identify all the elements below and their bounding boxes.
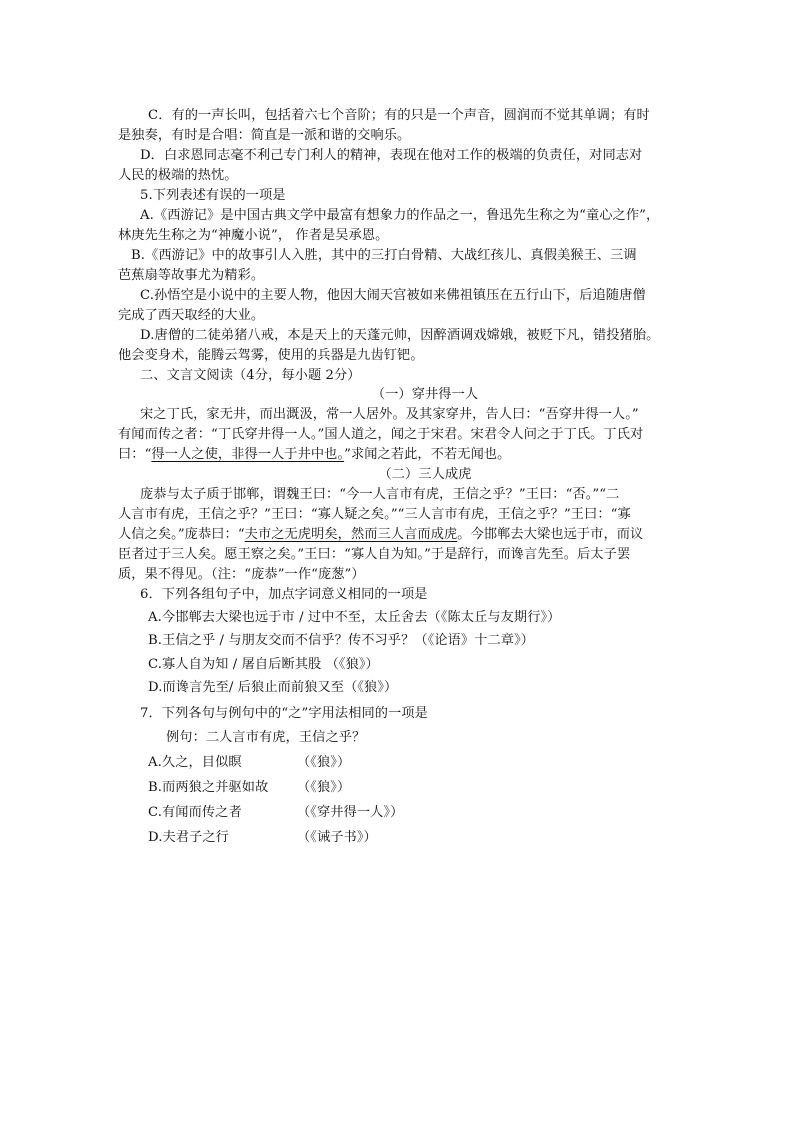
q7-option-d: D.夫君子之行 (148, 830, 229, 845)
q7-option-a: A.久之，目似瞑 (148, 755, 242, 770)
passage2-line1: 庞恭与太子质于邯郸，谓魏王曰：“今一人言市有虎，王信之乎？”王曰：“否。”“二 (140, 487, 620, 502)
q5-option-b-line1: B.《西游记》中的故事引人入胜，其中的三打白骨精、大战红孩儿、真假美猴王、三调 (131, 248, 637, 263)
q6-stem: 6．下列各组句子中，加点字词意义相同的一项是 (140, 587, 428, 602)
passage2-line3 (118, 525, 643, 545)
q5-option-d-line1: D.唐僧的二徒弟猪八戒，本是天上的天蓬元帅，因醉酒调戏嫦娥，被贬下凡，错投猪胎。 (140, 328, 660, 343)
q5-stem: 5.下列表述有误的一项是 (140, 188, 286, 203)
passage1-line2: 有闻而传之者：“丁氏穿井得一人。”国人道之，闻之于宋君。宋君令人问之于丁氏。丁氏对 (118, 427, 644, 442)
q7-option-c: C.有闻而传之者 (148, 805, 242, 820)
q5-option-d-line2: 他会变身术，能腾云驾雾，使用的兵器是九齿钉钯。 (118, 348, 424, 363)
passage2-line5: 质，果不得见。（注：“庞恭”一作“庞葱”） (118, 567, 365, 582)
passage1-line3-suffix: ”求闻之若此，不若无闻也。 (344, 447, 511, 462)
section2-heading: 二、文言文阅读（4分，每小题 2分） (140, 368, 361, 383)
q4-option-c-line1: C．有的一声长叫，包括着六七个音阶；有的只是一个声音，圆润而不觉其单调；有时 (148, 108, 650, 123)
q6-option-a: A.今邯郸去大梁也远于市 / 过中不至，太丘舍去（《陈太丘与友期行》） (148, 610, 561, 625)
passage2-line3-prefix: 人信之矣。”庞恭曰：“ (118, 527, 245, 542)
q6-option-d: D.而谗言先至/ 后狼止而前狼又至（《狼》） (148, 680, 398, 695)
q7-option-d-source: （《诫子书》） (297, 830, 377, 845)
passage1-line3 (118, 445, 510, 465)
q5-option-c-line1: C.孙悟空是小说中的主要人物，他因大闹天宫被如来佛祖镇压在五行山下，后追随唐僧 (140, 288, 646, 303)
q5-option-a-line2: 林庚先生称之为“神魔小说”， 作者是吴承恩。 (118, 228, 389, 243)
q7-option-b: B.而两狼之并驱如故 (148, 780, 269, 795)
q5-option-b-line2: 芭蕉扇等故事尤为精彩。 (118, 268, 265, 283)
passage1-title: （一）穿井得一人 (371, 387, 479, 402)
q7-example: 例句：二人言市有虎，王信之乎？ (166, 730, 366, 745)
q6-option-b: B.王信之乎 / 与朋友交而不信乎？传不习乎？（《论语》十二章》） (148, 633, 535, 648)
q4-option-d-line1: D．白求恩同志毫不利己专门利人的精神，表现在他对工作的极端的负责任，对同志对 (140, 148, 643, 163)
q4-option-c-line2: 是独奏，有时是合唱：简直是一派和谐的交响乐。 (118, 128, 411, 143)
q4-option-d-line2: 人民的极端的热忱。 (118, 168, 238, 183)
q7-option-a-source: （《狼》） (297, 755, 351, 770)
q5-option-c-line2: 完成了西天取经的大业。 (118, 308, 265, 323)
passage2-line4: 臣者过于三人矣。愿王察之矣。”王曰：“寡人自为知。”于是辞行，而谗言先至。后太子罢 (118, 547, 631, 562)
passage2-line2: 人言市有虎，王信之乎？”王曰：“寡人疑之矣。”“三人言市有虎，王信之乎？”王曰：“寡 (118, 507, 631, 522)
passage1-line3-prefix: 曰：“ (118, 447, 152, 462)
passage2-title: （二）三人成虎 (378, 467, 472, 482)
passage1-line1: 宋之丁氏，家无井，而出溉汲，常一人居外。及其家穿井，告人曰：“吾穿井得一人。” (140, 407, 639, 422)
q7-option-c-source: （《穿井得一人》） (297, 805, 404, 820)
passage2-line3-suffix: 。今邯郸去大梁也远于市，而议 (457, 527, 644, 542)
passage2-underlined-sentence: 夫市之无虎明矣，然而三人言而成虎 (244, 527, 458, 542)
q7-option-b-source: （《狼》） (297, 780, 351, 795)
q7-stem: 7．下列各句与例句中的“之”字用法相同的一项是 (140, 706, 428, 721)
q5-option-a-line1: A.《西游记》是中国古典文学中最富有想象力的作品之一，鲁迅先生称之为“童心之作”， (140, 208, 660, 223)
q6-option-c: C.寡人自为知 / 屠自后断其股 （《狼》） (148, 657, 379, 672)
passage1-underlined-sentence: 得一人之使，非得一人于井中也。 (151, 447, 345, 462)
